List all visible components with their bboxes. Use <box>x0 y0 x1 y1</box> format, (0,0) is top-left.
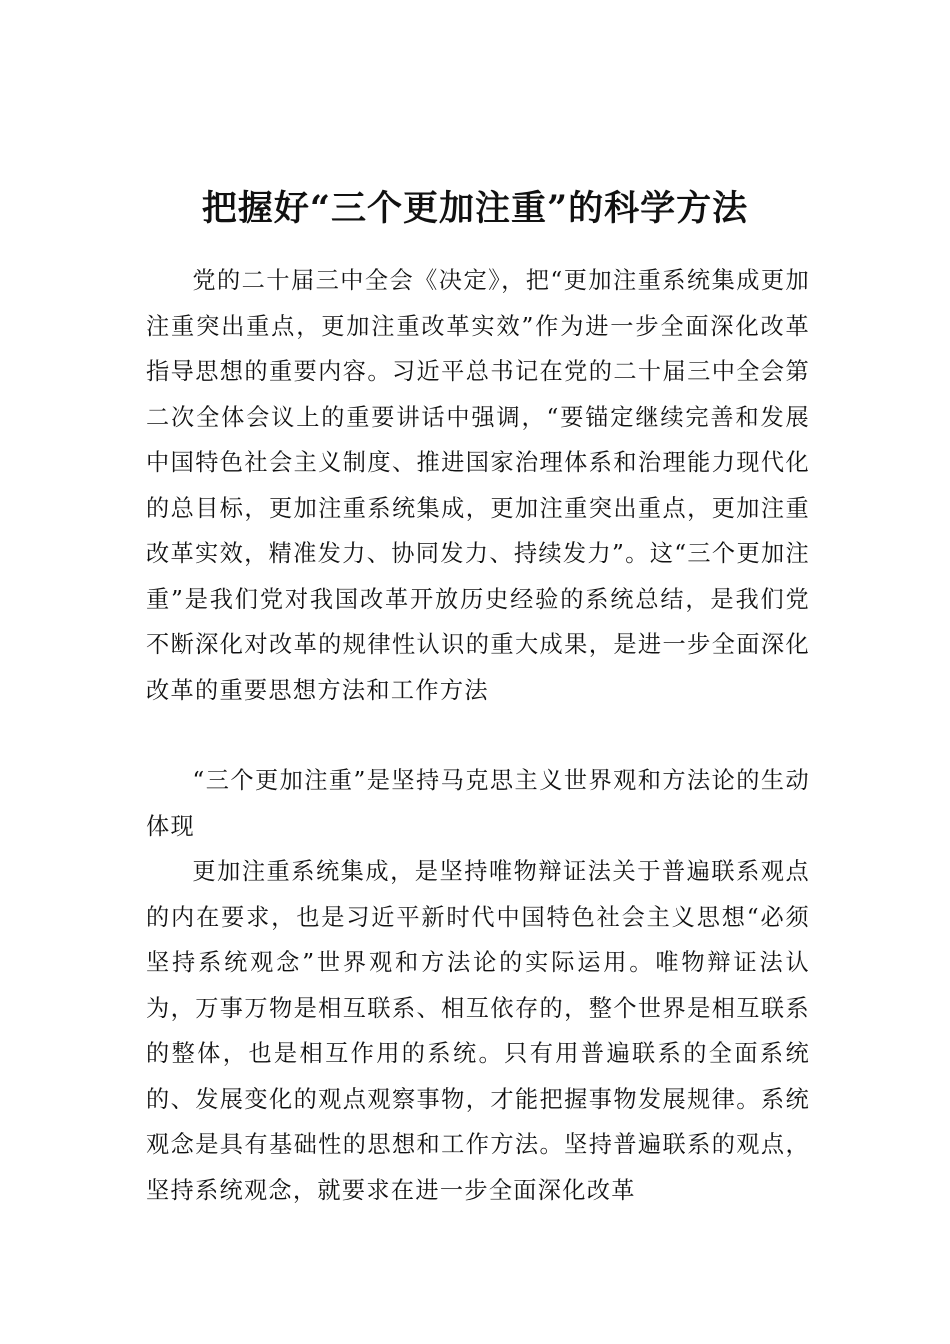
paragraph-system-integration: 更加注重系统集成，是坚持唯物辩证法关于普遍联系观点的内在要求，也是习近平新时代中国特色社会主义思想“必须坚持系统观念”世界观和方法论的实际运用。唯物辩证法认为，万事万物是相互联系、相互依存的，整个世界是相互联系的整体，也是相互作用的系统。只有用普遍联系的全面系统的、发展变化的观点观察事物，才能把握事物发展规律。系统观念是具有基础性的思想和工作方法。坚持普遍联系的观点，坚持系统观念，就要求在进一步全面深化改革 <box>146 858 810 1204</box>
document-title: 把握好“三个更加注重”的科学方法 <box>201 188 749 230</box>
document-body <box>146 258 810 1213</box>
paragraph-intro: 党的二十届三中全会《决定》，把“更加注重系统集成更加注重突出重点，更加注重改革实效”作为进一步全面深化改革指导思想的重要内容。习近平总书记在党的二十届三中全会第二次全体会议上的重要讲话中强调，“要锚定继续完善和发展中国特色社会主义制度、推进国家治理体系和治理能力现代化的总目标，更加注重系统集成，更加注重突出重点，更加注重改革实效，精准发力、协同发力、持续发力”。这“三个更加注重”是我们党对我国改革开放历史经验的系统总结，是我们党不断深化对改革的规律性认识的重大成果，是进一步全面深化改革的重要思想方法和工作方法 <box>146 267 810 704</box>
section-heading: “三个更加注重”是坚持马克思主义世界观和方法论的生动体现 <box>146 767 810 840</box>
paragraph-gap <box>146 713 810 758</box>
